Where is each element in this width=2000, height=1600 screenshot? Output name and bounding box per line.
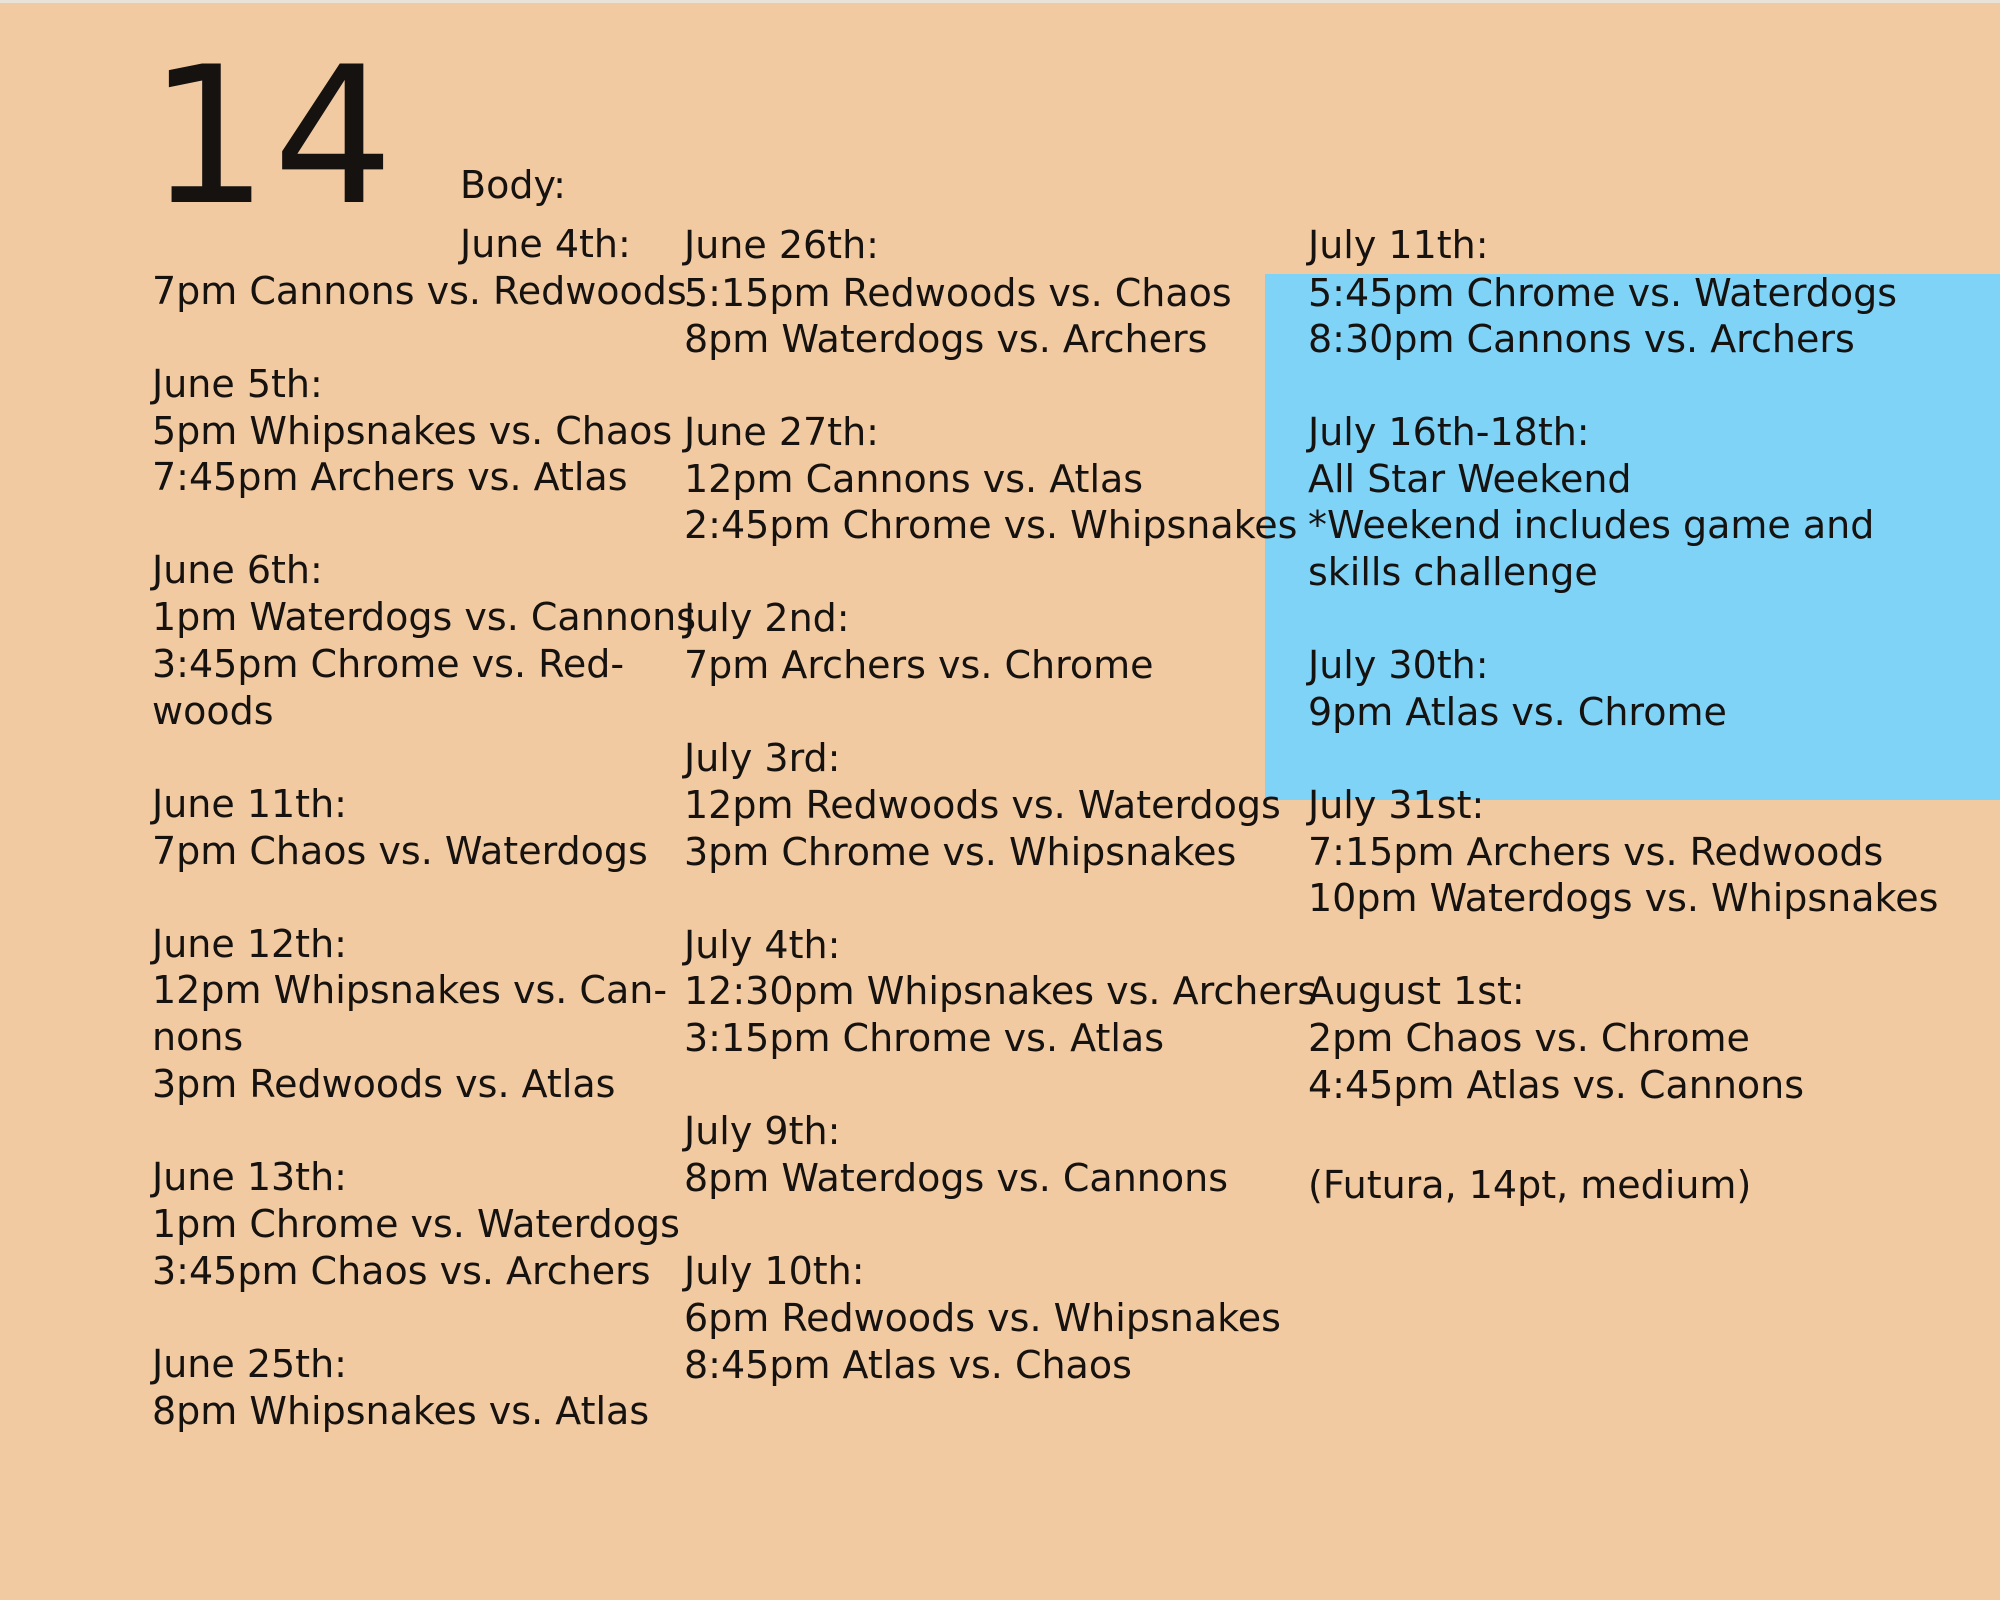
schedule-game: 12pm Cannons vs. Atlas — [684, 457, 1144, 501]
schedule-game: 7pm Chaos vs. Waterdogs — [152, 829, 648, 873]
schedule-date: June 5th: — [152, 362, 323, 406]
page-top-border — [0, 0, 2000, 3]
schedule-date: July 30th: — [1308, 643, 1489, 687]
schedule-date: June 13th: — [152, 1155, 347, 1199]
schedule-game: 10pm Waterdogs vs. Whipsnakes — [1308, 876, 1939, 920]
schedule-game: 9pm Atlas vs. Chrome — [1308, 690, 1727, 734]
schedule-date: June 12th: — [152, 922, 347, 966]
schedule-game: 5pm Whipsnakes vs. Chaos — [152, 409, 673, 453]
schedule-game: 8pm Waterdogs vs. Archers — [684, 317, 1208, 361]
page-number: 14 — [148, 26, 398, 247]
schedule-game: 1pm Chrome vs. Waterdogs — [152, 1202, 680, 1246]
schedule-game: 5:15pm Redwoods vs. Chaos — [684, 271, 1232, 315]
schedule-game: 8:30pm Cannons vs. Archers — [1308, 317, 1855, 361]
schedule-game: 2pm Chaos vs. Chrome — [1308, 1016, 1750, 1060]
schedule-game: 3:45pm Chaos vs. Archers — [152, 1249, 651, 1293]
schedule-event: All Star Weekend — [1308, 457, 1632, 501]
schedule-date: July 16th-18th: — [1308, 410, 1590, 454]
schedule-game: 12pm Redwoods vs. Waterdogs — [684, 783, 1281, 827]
schedule-game: 4:45pm Atlas vs. Cannons — [1308, 1063, 1805, 1107]
schedule-game: 8pm Waterdogs vs. Cannons — [684, 1156, 1228, 1200]
schedule-date: June 26th: — [684, 223, 879, 267]
schedule-game: 12pm Whipsnakes vs. Can- — [152, 968, 668, 1012]
schedule-date: July 31st: — [1308, 783, 1485, 827]
schedule-date: June 25th: — [152, 1342, 347, 1386]
schedule-game: 12:30pm Whipsnakes vs. Archers — [684, 969, 1318, 1013]
schedule-game: 3pm Redwoods vs. Atlas — [152, 1062, 616, 1106]
schedule-note: skills challenge — [1308, 550, 1598, 594]
schedule-game: 3:15pm Chrome vs. Atlas — [684, 1016, 1164, 1060]
schedule-date: July 2nd: — [684, 596, 850, 640]
schedule-date: August 1st: — [1308, 969, 1525, 1013]
schedule-game: 7:45pm Archers vs. Atlas — [152, 455, 628, 499]
schedule-game: 7pm Archers vs. Chrome — [684, 643, 1154, 687]
schedule-date: July 3rd: — [684, 736, 841, 780]
schedule-game: 3pm Chrome vs. Whipsnakes — [684, 830, 1237, 874]
schedule-game: 2:45pm Chrome vs. Whipsnakes — [684, 503, 1298, 547]
schedule-date: July 9th: — [684, 1109, 841, 1153]
schedule-date: June 4th: — [460, 222, 631, 266]
schedule-date: June 11th: — [152, 782, 347, 826]
schedule-date: June 27th: — [684, 410, 879, 454]
schedule-game: 5:45pm Chrome vs. Waterdogs — [1308, 271, 1898, 315]
schedule-game: 3:45pm Chrome vs. Red- — [152, 642, 625, 686]
schedule-date: July 10th: — [684, 1249, 865, 1293]
schedule-game: 8:45pm Atlas vs. Chaos — [684, 1343, 1132, 1387]
font-spec-note: (Futura, 14pt, medium) — [1308, 1163, 1752, 1207]
schedule-date: July 11th: — [1308, 223, 1489, 267]
schedule-game: woods — [152, 689, 274, 733]
schedule-date: June 6th: — [152, 548, 323, 592]
schedule-game: 7:15pm Archers vs. Redwoods — [1308, 830, 1884, 874]
schedule-date: July 4th: — [684, 923, 841, 967]
body-label: Body: — [460, 163, 566, 207]
schedule-game: 1pm Waterdogs vs. Cannons — [152, 595, 696, 639]
schedule-note: *Weekend includes game and — [1308, 503, 1875, 547]
schedule-game: nons — [152, 1015, 244, 1059]
schedule-game: 8pm Whipsnakes vs. Atlas — [152, 1389, 650, 1433]
schedule-game: 6pm Redwoods vs. Whipsnakes — [684, 1296, 1281, 1340]
schedule-game: 7pm Cannons vs. Redwoods — [152, 269, 687, 313]
